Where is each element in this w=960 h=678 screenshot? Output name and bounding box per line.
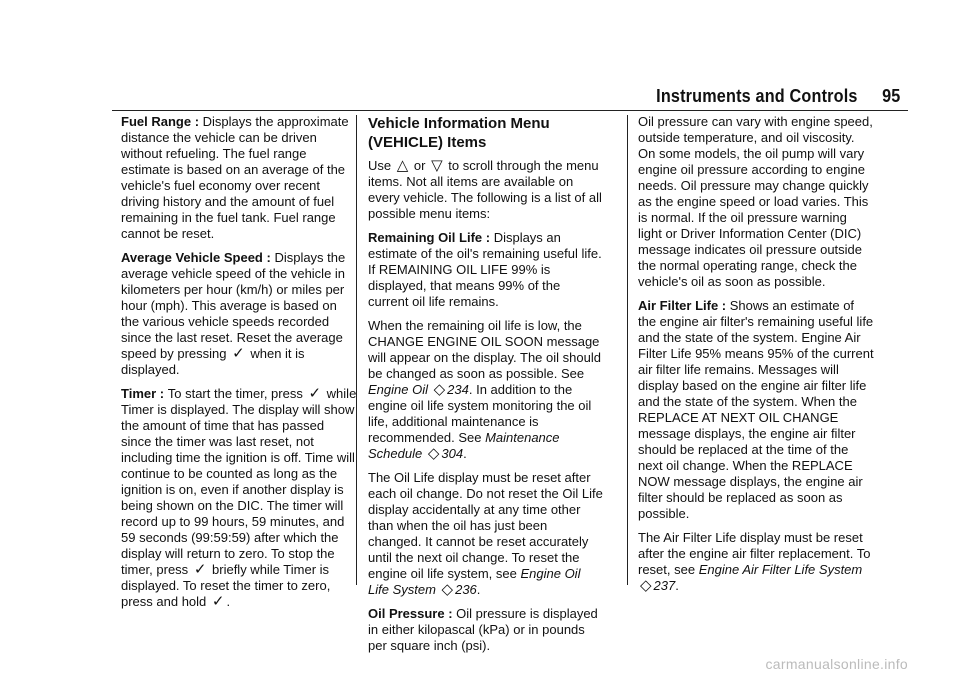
oil-reset-text-a: The Oil Life display must be reset after each oil change. Do not reset the Oil Life display accidentally at any time other than when the oil has just been changed. It cannot be reset accurately until the next oil change. To reset the engine oil life system, see bbox=[368, 470, 603, 581]
engine-oil-page[interactable]: 234 bbox=[447, 382, 469, 397]
timer-text-a: To start the timer, press bbox=[167, 386, 303, 401]
oil-pressure-continued: Oil pressure can vary with engine speed, outside temperature, and oil viscosity. On some models, the oil pump will vary engine oil pressure according to engine needs. Oil pressure may change quickly as the engine speed or load varies. This is normal. If the oil pressure warning light or Driver Information Center (DIC) message indicates oil pressure outside the normal operating range, check the vehicle's oil as soon as possible. bbox=[638, 114, 873, 289]
page-ref-icon: ◇ bbox=[427, 445, 440, 462]
air-reset-text-a: The Air Filter Life display must be reset after the engine air filter replacement. To reset, see bbox=[638, 530, 871, 577]
oil-pressure-label: Oil Pressure : bbox=[368, 606, 456, 621]
up-arrow-icon: △ bbox=[396, 157, 409, 174]
fuel-range-paragraph bbox=[121, 114, 357, 242]
average-speed-text-a: Displays the average vehicle speed of the vehicle in kilometers per hour (km/h) or miles per hour (mph). This average is based on the various vehicle speeds recorded since the last reset. Reset the average speed by pressing bbox=[121, 250, 346, 361]
watermark: carmanualsonline.info bbox=[765, 656, 908, 672]
timer-text-c: briefly while Timer is displayed. To reset the timer to zero, press and hold bbox=[121, 562, 331, 609]
page-ref-icon: ◇ bbox=[640, 577, 652, 594]
check-icon: ✓ bbox=[193, 561, 207, 578]
section-title: Instruments and Controls bbox=[655, 86, 858, 106]
intro-text-b: or bbox=[413, 158, 426, 173]
average-speed-text-b: when it is displayed. bbox=[121, 346, 305, 377]
maintenance-schedule-page[interactable]: 304 bbox=[441, 446, 464, 461]
air-filter-paragraph bbox=[638, 298, 874, 522]
timer-text-b: while Timer is displayed. The display will show the amount of time that has passed since the timer was last reset, not including time the ignition is off. Time will continue to be counted as long as the ignition is on, even if another display is being shown on the DIC. The timer will record up to 99 hours, 59 minutes, and 59 seconds (99:59:59) after which the display will return to zero. To stop the timer, press bbox=[121, 386, 357, 577]
column-2 bbox=[368, 114, 604, 662]
check-icon: ✓ bbox=[211, 593, 225, 610]
oil-low-text-b: . In addition to the engine oil life system monitoring the oil life, additional maintenance is recommended. See bbox=[368, 382, 592, 445]
timer-text-d: . bbox=[226, 594, 231, 609]
maintenance-schedule-link[interactable]: Maintenance Schedule bbox=[368, 430, 560, 461]
oil-reset-text-b: . bbox=[476, 582, 481, 597]
intro-text-a: Use bbox=[368, 158, 392, 173]
check-icon: ✓ bbox=[308, 385, 322, 402]
page-header bbox=[656, 86, 900, 107]
header-rule bbox=[112, 110, 908, 111]
remaining-oil-paragraph bbox=[368, 230, 604, 310]
remaining-oil-text: Displays an estimate of the oil's remaining useful life. If REMAINING OIL LIFE 99% is displayed, that means 99% of the current oil life remains. bbox=[368, 230, 602, 309]
timer-label: Timer : bbox=[121, 386, 168, 401]
average-speed-label: Average Vehicle Speed : bbox=[121, 250, 274, 265]
oil-pressure-text: Oil pressure is displayed in either kilopascal (kPa) or in pounds per square inch (psi). bbox=[368, 606, 598, 653]
air-reset-text-b: . bbox=[675, 578, 679, 593]
oil-low-text-a: When the remaining oil life is low, the CHANGE ENGINE OIL SOON message will appear on the display. The oil should be changed as soon as possible. See bbox=[368, 318, 601, 381]
fuel-range-label: Fuel Range : bbox=[121, 114, 203, 129]
check-icon: ✓ bbox=[232, 345, 245, 362]
engine-oil-life-system-page[interactable]: 236 bbox=[455, 582, 477, 597]
column-divider-2 bbox=[627, 115, 628, 585]
oil-reset-paragraph bbox=[368, 470, 604, 598]
vehicle-menu-intro bbox=[368, 158, 604, 222]
intro-text-c: to scroll through the menu items. Not all items are available on every vehicle. The following is a list of all possible menu items: bbox=[368, 158, 602, 221]
air-filter-label: Air Filter Life : bbox=[638, 298, 730, 313]
air-filter-life-system-link[interactable]: Engine Air Filter Life System bbox=[698, 562, 863, 577]
air-filter-text: Shows an estimate of the engine air filter's remaining useful life and the state of the system. Engine Air Filter Life 95% means 95% of the current air filter life remains. Messages will display based on the engine air filter life and the state of the system. When the REPLACE AT NEXT OIL CHANGE message displays, the engine air filter should be replaced at the time of the next oil change. When the REPLACE NOW message displays, the engine air filter should be replaced as soon as possible. bbox=[638, 298, 874, 521]
vehicle-menu-heading: Vehicle Information Menu (VEHICLE) Items bbox=[368, 115, 550, 151]
page-number: 95 bbox=[881, 86, 900, 106]
down-arrow-icon: ▽ bbox=[431, 157, 443, 174]
fuel-range-text: Displays the approximate distance the vehicle can be driven without refueling. The fuel range estimate is based on an average of the vehicle's fuel economy over recent driving history and the amount of fuel remaining in the fuel tank. Fuel range cannot be reset. bbox=[121, 114, 349, 241]
air-filter-reset-paragraph bbox=[638, 530, 874, 594]
column-1 bbox=[121, 114, 357, 618]
average-speed-paragraph bbox=[121, 250, 357, 378]
oil-low-text-c: . bbox=[463, 446, 467, 461]
page-ref-icon: ◇ bbox=[433, 381, 446, 398]
page-ref-icon: ◇ bbox=[441, 581, 454, 598]
engine-oil-life-system-link[interactable]: Engine Oil Life System bbox=[368, 566, 581, 597]
remaining-oil-label: Remaining Oil Life : bbox=[368, 230, 494, 245]
engine-oil-link[interactable]: Engine Oil bbox=[368, 382, 428, 397]
air-filter-life-system-page[interactable]: 237 bbox=[653, 578, 676, 593]
oil-low-paragraph bbox=[368, 318, 604, 462]
timer-paragraph bbox=[121, 386, 357, 610]
column-3 bbox=[638, 114, 874, 602]
oil-pressure-paragraph bbox=[368, 606, 604, 654]
